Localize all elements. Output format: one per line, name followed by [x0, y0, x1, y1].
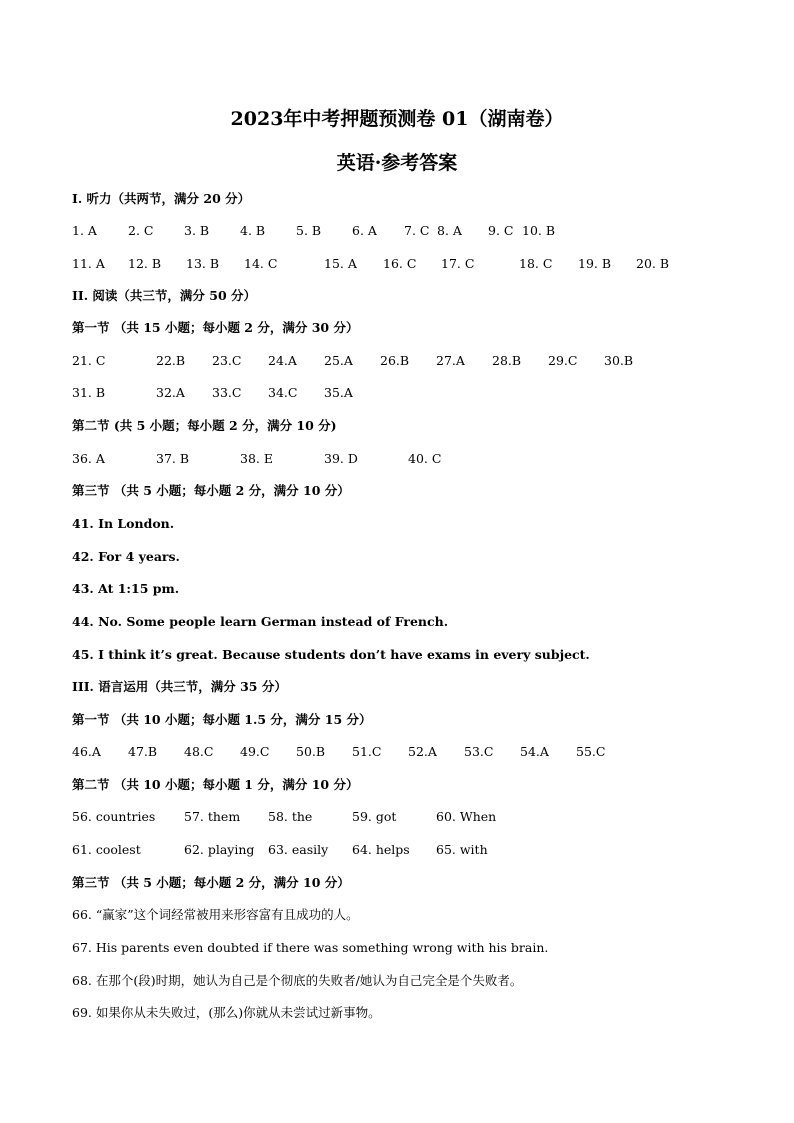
answer-item: 29.C — [548, 353, 578, 368]
answer-item: 31. B — [72, 385, 106, 400]
section-1-header: I. 听力（共两节，满分 20 分） — [72, 191, 251, 206]
answer-67: 67. His parents even doubted if there was something wrong with his brain. — [72, 940, 549, 955]
answer-66: 66. “赢家”这个词经常被用来形容富有且成功的人。 — [72, 907, 359, 922]
answer-item: 5. B — [296, 223, 322, 238]
answer-item: 22.B — [156, 353, 186, 368]
answer-row — [0, 841, 794, 859]
answer-42: 42. For 4 years. — [72, 549, 180, 564]
answer-item: 48.C — [184, 744, 214, 759]
answer-row — [0, 450, 794, 468]
answer-item: 6. A — [352, 223, 377, 238]
answer-item: 50.B — [296, 744, 326, 759]
answer-item: 40. C — [408, 451, 442, 466]
answer-68: 68. 在那个(段)时期，她认为自己是个彻底的失败者/她认为自己完全是个失败者。 — [72, 973, 523, 988]
answer-item: 52.A — [408, 744, 437, 759]
answer-item: 17. C — [441, 256, 475, 271]
answer-row — [0, 743, 794, 761]
answer-item: 49.C — [240, 744, 270, 759]
answer-item: 27.A — [436, 353, 465, 368]
answer-item: 65. with — [436, 842, 488, 857]
section-3-part-3-header: 第三节 （共 5 小题；每小题 2 分，满分 10 分） — [72, 875, 350, 890]
answer-item: 36. A — [72, 451, 105, 466]
answer-item: 2. C — [128, 223, 154, 238]
answer-item: 14. C — [244, 256, 278, 271]
answer-item: 34.C — [268, 385, 298, 400]
answer-item: 16. C — [383, 256, 417, 271]
answer-item: 62. playing — [184, 842, 255, 857]
answer-item: 37. B — [156, 451, 190, 466]
section-2-part-1-header: 第一节 （共 15 小题；每小题 2 分，满分 30 分） — [72, 320, 359, 335]
answer-item: 63. easily — [268, 842, 329, 857]
page-title: 2023年中考押题预测卷 01（湖南卷） — [230, 108, 564, 130]
answer-item: 24.A — [268, 353, 297, 368]
answer-item: 25.A — [324, 353, 353, 368]
answer-item: 20. B — [636, 256, 670, 271]
answer-item: 10. B — [522, 223, 556, 238]
answer-item: 32.A — [156, 385, 185, 400]
answer-item: 3. B — [184, 223, 210, 238]
answer-item: 8. A — [437, 223, 462, 238]
section-2-header: II. 阅读（共三节，满分 50 分） — [72, 288, 256, 303]
answer-item: 28.B — [492, 353, 522, 368]
answer-item: 35.A — [324, 385, 353, 400]
answer-item: 21. C — [72, 353, 106, 368]
answer-item: 55.C — [576, 744, 606, 759]
answer-item: 61. coolest — [72, 842, 141, 857]
answer-item: 9. C — [488, 223, 514, 238]
answer-item: 7. C — [404, 223, 430, 238]
answer-45: 45. I think it’s great. Because students don’t have exams in every subject. — [72, 647, 590, 662]
answer-44: 44. No. Some people learn German instead of French. — [72, 614, 449, 629]
answer-item: 18. C — [519, 256, 553, 271]
section-3-part-1-header: 第一节 （共 10 小题；每小题 1.5 分，满分 15 分） — [72, 712, 372, 727]
answer-item: 1. A — [72, 223, 97, 238]
answer-row — [0, 352, 794, 370]
answer-item: 47.B — [128, 744, 158, 759]
answer-item: 54.A — [520, 744, 549, 759]
answer-row — [0, 255, 794, 273]
answer-item: 38. E — [240, 451, 273, 466]
answer-item: 15. A — [324, 256, 357, 271]
page-subtitle: 英语·参考答案 — [336, 152, 458, 174]
answer-item: 53.C — [464, 744, 494, 759]
answer-item: 4. B — [240, 223, 266, 238]
answer-item: 46.A — [72, 744, 101, 759]
answer-item: 23.C — [212, 353, 242, 368]
section-2-part-2-header: 第二节 (共 5 小题；每小题 2 分，满分 10 分) — [72, 418, 337, 433]
section-3-header: III. 语言运用（共三节，满分 35 分） — [72, 679, 287, 694]
answer-item: 51.C — [352, 744, 382, 759]
section-2-part-3-header: 第三节 （共 5 小题；每小题 2 分，满分 10 分） — [72, 483, 350, 498]
answer-item: 60. When — [436, 809, 497, 824]
answer-41: 41. In London. — [72, 516, 175, 531]
answer-item: 33.C — [212, 385, 242, 400]
answer-item: 19. B — [578, 256, 612, 271]
answer-item: 59. got — [352, 809, 397, 824]
section-3-part-2-header: 第二节 （共 10 小题；每小题 1 分，满分 10 分） — [72, 777, 359, 792]
answer-item: 11. A — [72, 256, 105, 271]
answer-row — [0, 384, 794, 402]
answer-row — [0, 222, 794, 240]
answer-row — [0, 808, 794, 826]
answer-item: 26.B — [380, 353, 410, 368]
answer-item: 12. B — [128, 256, 162, 271]
answer-item: 58. the — [268, 809, 313, 824]
answer-43: 43. At 1:15 pm. — [72, 581, 180, 596]
answer-item: 56. countries — [72, 809, 156, 824]
answer-item: 57. them — [184, 809, 241, 824]
answer-item: 39. D — [324, 451, 358, 466]
answer-item: 30.B — [604, 353, 634, 368]
answer-item: 64. helps — [352, 842, 410, 857]
answer-item: 13. B — [186, 256, 220, 271]
answer-69: 69. 如果你从未失败过，(那么)你就从未尝试过新事物。 — [72, 1005, 381, 1020]
